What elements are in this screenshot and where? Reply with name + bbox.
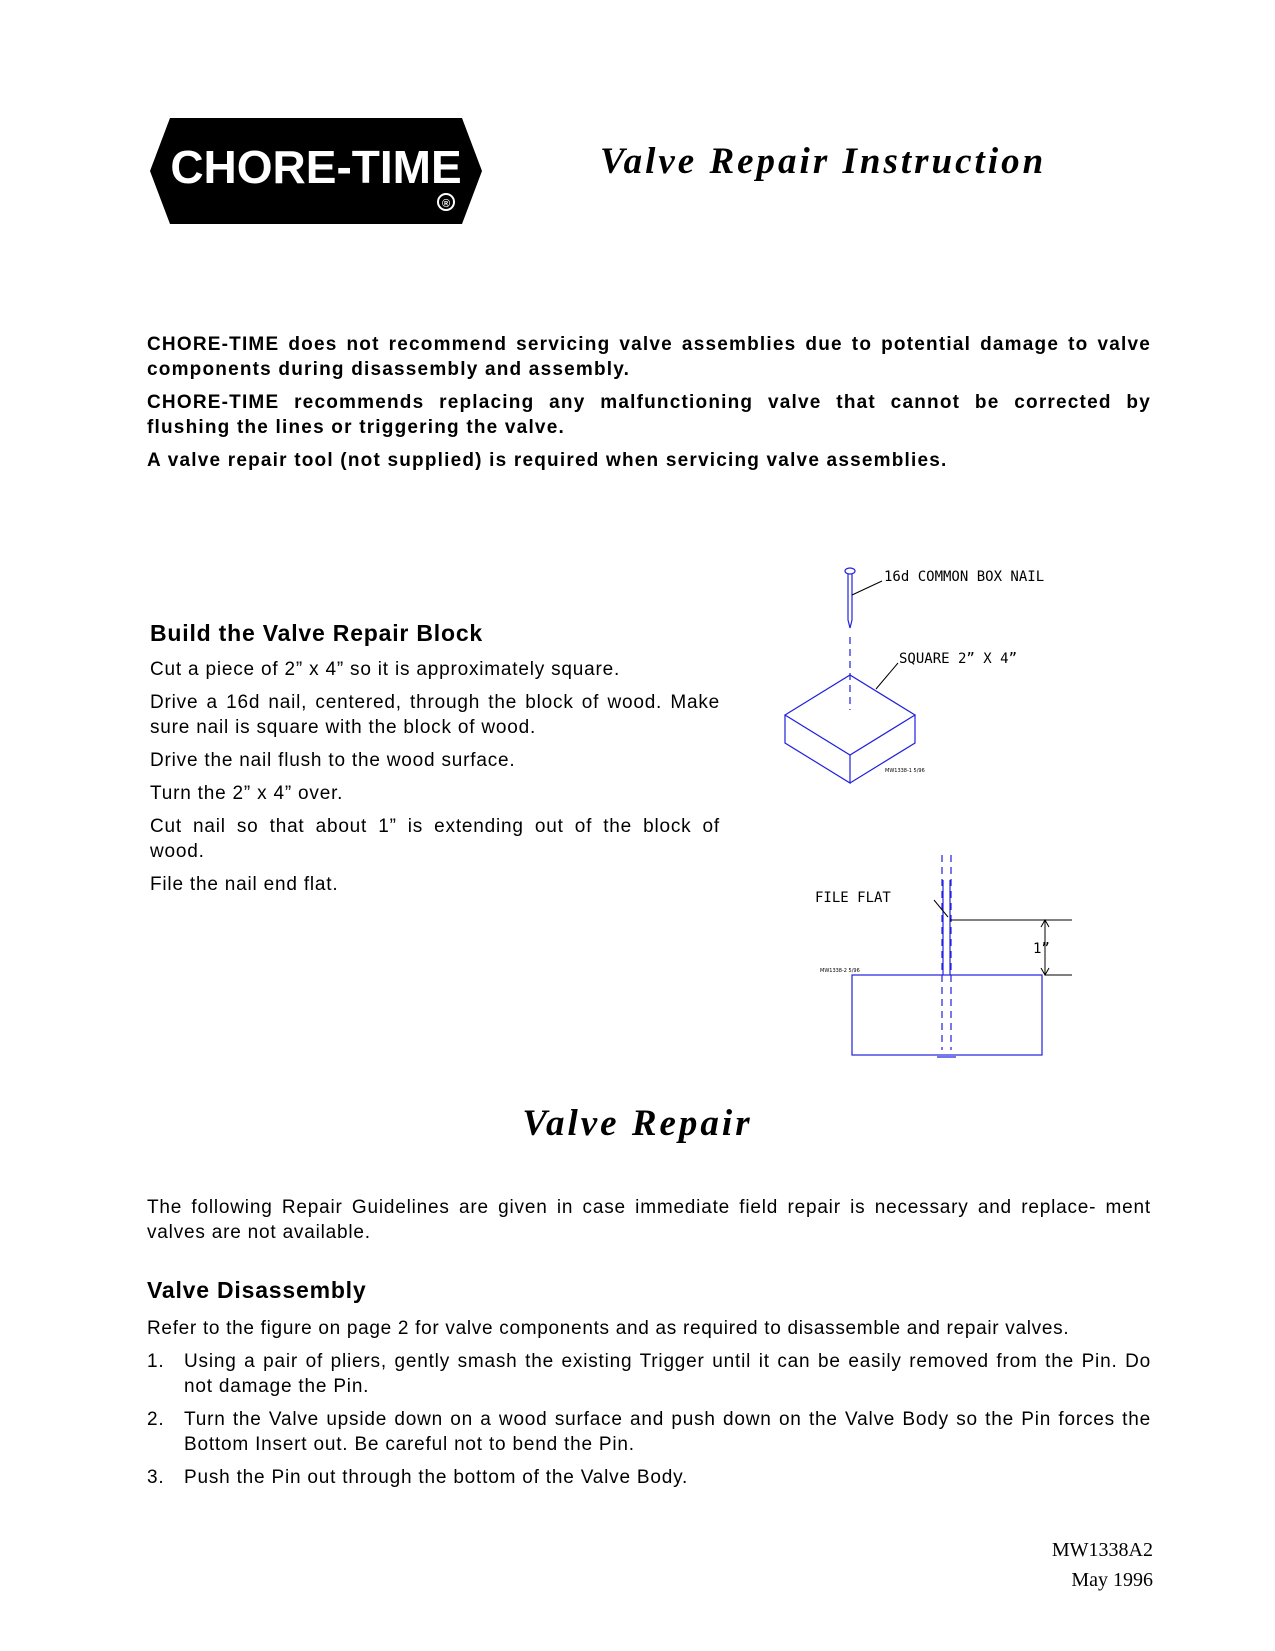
document-date: May 1996 [1071,1569,1153,1591]
step-text: Using a pair of pliers, gently smash the existing Trigger until it can be easily removed from the Pin. Do not damage the Pin. [184,1351,1151,1397]
block-label: SQUARE 2” X 4” [899,651,1018,667]
list-item [147,1349,1151,1399]
reference-text: Refer to the figure on page 2 for valve components and as required to disassemble and repair valves. [147,1318,1070,1339]
block-step: Drive a 16d nail, centered, through the block of wood. Make sure nail is square with the block of wood. [150,692,720,738]
list-item [147,1407,1151,1457]
step-text: Push the Pin out through the bottom of the Valve Body. [184,1467,689,1488]
repair-block-drawing [810,565,1140,820]
step-text: Turn the Valve upside down on a wood surface and push down on the Valve Body so the Pin forces the Bottom Insert out. Be careful not to bend the Pin. [184,1409,1151,1455]
nail-label: 16d COMMON BOX NAIL [884,569,1045,585]
document-number: MW1338A2 [1051,1539,1153,1561]
logo-text: CHORE-TIME [170,141,462,193]
drawing-number: MW1338-1 5/96 [885,768,925,774]
intro-paragraph: CHORE-TIME does not recommend servicing valve assemblies due to potential damage to valve components during disassembly and assembly. [147,334,1151,380]
list-item [147,1465,1151,1490]
dimension-label: 1” [1033,941,1050,957]
intro-notice [147,332,1151,481]
file-flat-drawing [815,845,1130,1060]
disassembly-steps [147,1349,1151,1490]
repair-guidelines: The following Repair Guidelines are given in case immediate field repair is necessary and replace- ment valves are not available. [147,1197,1151,1243]
section-heading: Valve Disassembly [147,1277,367,1303]
chore-time-logo [148,110,484,232]
block-step: Cut a piece of 2” x 4” so it is approximately square. [150,659,621,680]
block-step: Turn the 2” x 4” over. [150,783,344,804]
intro-paragraph: A valve repair tool (not supplied) is required when servicing valve assemblies. [147,450,948,471]
build-block-section [150,620,720,905]
section-heading: Build the Valve Repair Block [150,620,484,646]
valve-disassembly-section [147,1277,1151,1498]
step-number: 1. [147,1351,165,1372]
valve-repair-title: Valve Repair [522,1103,753,1144]
intro-paragraph: CHORE-TIME recommends replacing any malfunctioning valve that cannot be corrected by flushing the lines or triggering the valve. [147,392,1151,438]
file-flat-label: FILE FLAT [815,890,891,906]
block-step: Cut nail so that about 1” is extending out of the block of wood. [150,816,720,862]
block-step: Drive the nail flush to the wood surface. [150,750,516,771]
step-number: 3. [147,1467,165,1488]
document-footer [1052,1535,1153,1595]
registered-mark: ® [441,198,451,210]
drawing-number: MW1338-2 5/96 [820,968,860,974]
step-number: 2. [147,1409,165,1430]
block-step: File the nail end flat. [150,874,339,895]
document-title: Valve Repair Instruction [600,141,1047,182]
